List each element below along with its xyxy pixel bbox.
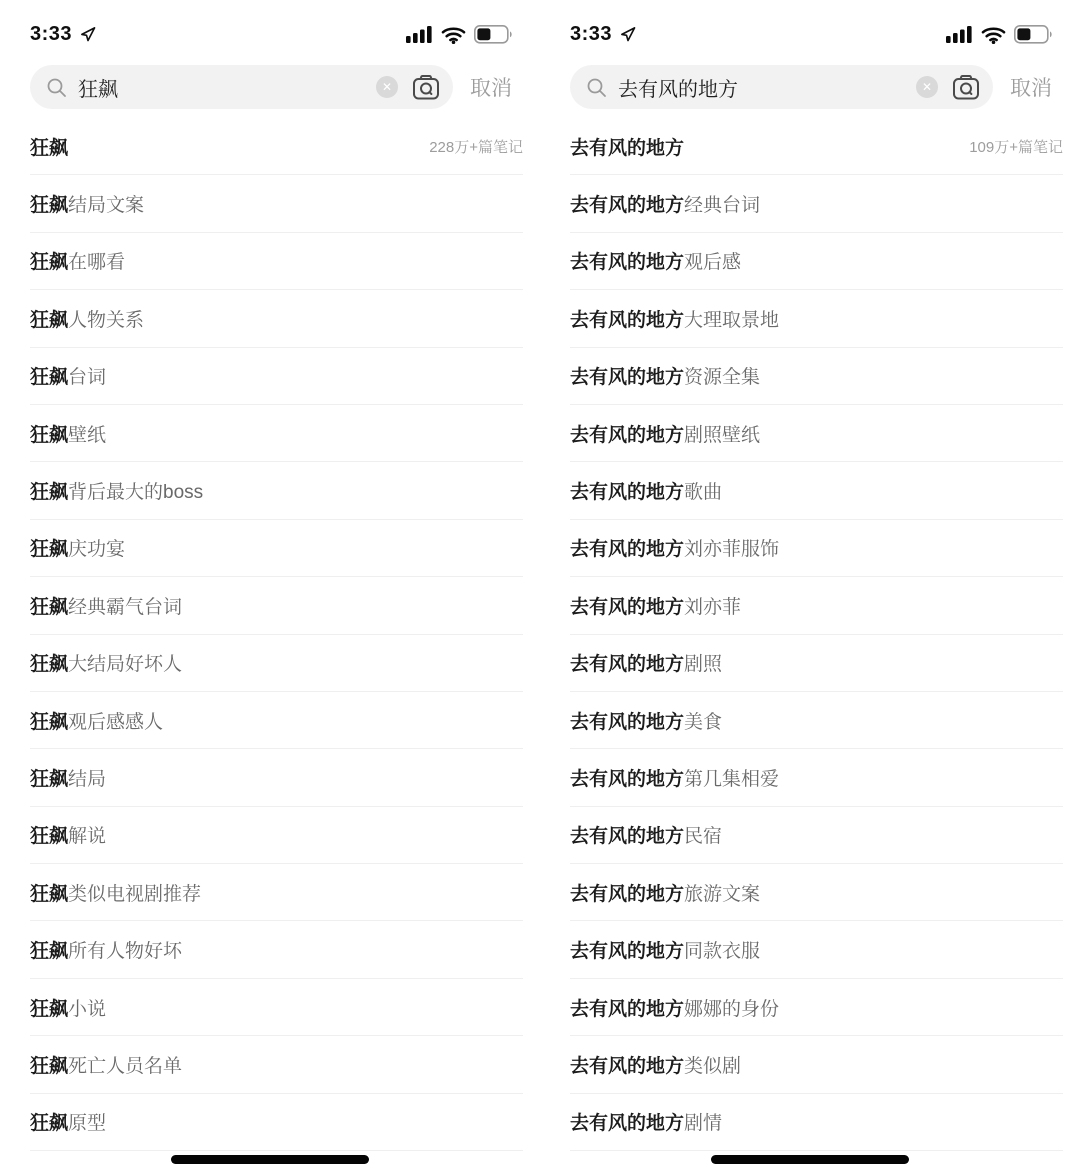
suggestion-query-text: 狂飙 [30,539,69,561]
suggestion-suffix-text: 背后最大的boss [68,482,204,504]
suggestion-suffix-text: 娜娜的身份 [684,998,780,1020]
suggestion-row[interactable] [30,635,523,692]
suggestion-row[interactable] [30,175,523,232]
suggestion-row[interactable] [30,520,523,577]
suggestion-query-text: 狂飙 [30,654,69,676]
suggestion-query-text: 狂飙 [30,1055,69,1077]
cancel-button[interactable]: 取消 [1010,77,1052,100]
suggestion-suffix-text: 美食 [684,711,723,733]
suggestion-row[interactable] [570,233,1063,290]
suggestion-suffix-text: 经典霸气台词 [68,596,183,618]
suggestion-suffix-text: 大结局好坏人 [68,654,183,676]
suggestion-row[interactable] [30,979,523,1036]
suggestion-row[interactable] [30,807,523,864]
suggestion-query-text: 去有风的地方 [570,998,685,1020]
suggestion-query-text: 去有风的地方 [570,883,685,905]
suggestion-row[interactable] [570,635,1063,692]
suggestion-row[interactable] [570,348,1063,405]
battery-icon [1014,25,1054,44]
suggestion-row[interactable] [30,462,523,519]
suggestion-query-text: 去有风的地方 [570,654,685,676]
suggestion-suffix-text: 刘亦菲服饰 [684,539,780,561]
suggestion-suffix-text: 小说 [68,998,107,1020]
suggestion-query-text: 去有风的地方 [570,768,685,790]
suggestion-row[interactable] [30,348,523,405]
search-query-text: 狂飙 [78,78,118,101]
suggestion-row[interactable] [570,692,1063,749]
cellular-signal-icon [946,25,973,44]
suggestion-query-text: 去有风的地方 [570,195,685,217]
suggestion-query-text: 狂飙 [30,883,69,905]
suggestion-row[interactable] [570,1094,1063,1151]
clock-time: 3:33 [570,22,613,45]
suggestion-query-text: 狂飙 [30,424,69,446]
suggestion-query-text: 狂飙 [30,195,69,217]
cellular-signal-icon [406,25,433,44]
suggestion-row[interactable] [570,462,1063,519]
suggestion-row[interactable] [570,290,1063,347]
suggestion-row[interactable] [30,233,523,290]
search-input[interactable] [30,65,453,109]
suggestion-row[interactable] [30,749,523,806]
home-indicator[interactable] [711,1155,909,1164]
status-bar [540,0,1080,56]
suggestion-suffix-text: 观后感感人 [68,711,164,733]
home-indicator[interactable] [171,1155,369,1164]
suggestion-query-text: 去有风的地方 [570,539,685,561]
suggestion-row[interactable] [30,921,523,978]
note-count-label: 109万+篇笔记 [969,138,1063,156]
suggestion-query-text: 狂飙 [30,768,69,790]
suggestion-list [540,118,1080,1151]
camera-search-icon[interactable] [411,74,441,101]
suggestion-suffix-text: 观后感 [684,252,742,274]
suggestion-suffix-text: 第几集相爱 [684,768,780,790]
search-query-text: 去有风的地方 [618,78,738,101]
suggestion-suffix-text: 同款衣服 [684,941,761,963]
suggestion-query-text: 狂飙 [30,826,69,848]
suggestion-suffix-text: 刘亦菲 [684,596,742,618]
suggestion-query-text: 去有风的地方 [570,1113,685,1135]
suggestion-row[interactable] [570,921,1063,978]
suggestion-query-text: 去有风的地方 [570,826,685,848]
battery-icon [474,25,514,44]
suggestion-query-text: 去有风的地方 [570,367,685,389]
suggestion-suffix-text: 所有人物好坏 [68,941,183,963]
suggestion-row[interactable] [570,118,1063,175]
suggestion-query-text: 狂飙 [30,711,69,733]
suggestion-query-text: 狂飙 [30,1113,69,1135]
suggestion-row[interactable] [30,118,523,175]
suggestion-query-text: 去有风的地方 [570,309,685,331]
clock-time: 3:33 [30,22,73,45]
suggestion-row[interactable] [570,807,1063,864]
cancel-button[interactable]: 取消 [470,77,512,100]
suggestion-suffix-text: 经典台词 [684,195,761,217]
wifi-icon [981,25,1006,44]
phone-screenshot-panel [540,0,1080,1173]
suggestion-suffix-text: 人物关系 [68,309,145,331]
location-arrow-icon [619,25,637,43]
suggestion-suffix-text: 歌曲 [684,482,723,504]
suggestion-query-text: 去有风的地方 [570,482,685,504]
suggestion-row[interactable] [570,1036,1063,1093]
clear-icon[interactable]: ✕ [916,76,938,98]
location-arrow-icon [79,25,97,43]
suggestion-query-text: 狂飙 [30,367,69,389]
suggestion-query-text: 去有风的地方 [570,941,685,963]
search-icon [45,76,68,99]
search-input[interactable] [570,65,993,109]
status-bar [0,0,540,56]
suggestion-row[interactable] [30,692,523,749]
suggestion-suffix-text: 结局文案 [68,195,145,217]
suggestion-row[interactable] [570,175,1063,232]
suggestion-row[interactable] [30,405,523,462]
suggestion-suffix-text: 资源全集 [684,367,761,389]
suggestion-suffix-text: 解说 [68,826,107,848]
suggestion-row[interactable] [570,749,1063,806]
search-bar [540,56,1080,118]
suggestion-query-text: 狂飙 [30,252,69,274]
suggestion-query-text: 狂飙 [30,482,69,504]
suggestion-row[interactable] [30,1094,523,1151]
suggestion-query-text: 狂飙 [30,941,69,963]
suggestion-query-text: 去有风的地方 [570,252,685,274]
suggestion-query-text: 去有风的地方 [570,137,685,159]
suggestion-row[interactable] [570,979,1063,1036]
search-bar [0,56,540,118]
suggestion-row[interactable] [570,405,1063,462]
suggestion-query-text: 去有风的地方 [570,424,685,446]
suggestion-query-text: 狂飙 [30,596,69,618]
suggestion-suffix-text: 原型 [68,1113,107,1135]
suggestion-suffix-text: 剧情 [684,1113,723,1135]
suggestion-suffix-text: 在哪看 [68,252,126,274]
clear-icon[interactable]: ✕ [376,76,398,98]
suggestion-query-text: 狂飙 [30,137,69,159]
suggestion-suffix-text: 壁纸 [68,424,107,446]
note-count-label: 228万+篇笔记 [429,138,523,156]
suggestion-query-text: 狂飙 [30,309,69,331]
suggestion-suffix-text: 民宿 [684,826,723,848]
suggestion-row[interactable] [30,864,523,921]
suggestion-suffix-text: 剧照壁纸 [684,424,761,446]
suggestion-row[interactable] [30,1036,523,1093]
suggestion-suffix-text: 类似电视剧推荐 [68,883,202,905]
suggestion-query-text: 去有风的地方 [570,1055,685,1077]
suggestion-list [0,118,540,1151]
suggestion-row[interactable] [570,864,1063,921]
suggestion-row[interactable] [30,290,523,347]
camera-search-icon[interactable] [951,74,981,101]
wifi-icon [441,25,466,44]
suggestion-query-text: 去有风的地方 [570,596,685,618]
suggestion-suffix-text: 类似剧 [684,1055,742,1077]
suggestion-suffix-text: 旅游文案 [684,883,761,905]
suggestion-row[interactable] [570,520,1063,577]
suggestion-suffix-text: 庆功宴 [68,539,126,561]
suggestion-suffix-text: 台词 [68,367,107,389]
suggestion-row[interactable] [30,577,523,634]
suggestion-query-text: 去有风的地方 [570,711,685,733]
search-icon [585,76,608,99]
suggestion-suffix-text: 剧照 [684,654,723,676]
suggestion-suffix-text: 结局 [68,768,107,790]
suggestion-query-text: 狂飙 [30,998,69,1020]
suggestion-suffix-text: 大理取景地 [684,309,780,331]
suggestion-suffix-text: 死亡人员名单 [68,1055,183,1077]
suggestion-row[interactable] [570,577,1063,634]
